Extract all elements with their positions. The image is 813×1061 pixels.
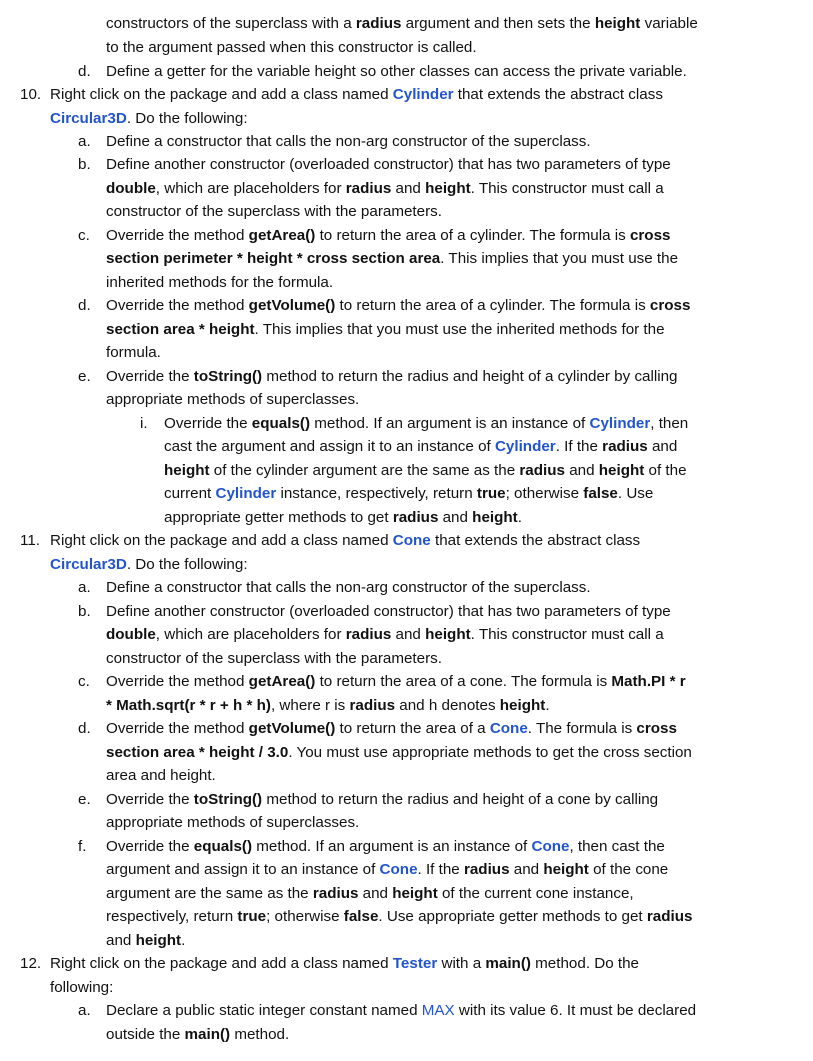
text-line: Circular3D. Do the following: (50, 556, 248, 573)
text-line: argument and assign it to an instance of Cone. If the radius and height of the cone (106, 861, 669, 878)
text-line: constructor of the superclass with the parameters. (106, 203, 442, 220)
text-line: appropriate methods of superclasses. (106, 391, 360, 408)
text-line: inherited methods for the formula. (106, 274, 334, 291)
list-marker: b. (78, 156, 91, 173)
text-line: Define a getter for the variable height so other classes can access the private variable. (106, 63, 687, 80)
list-marker: d. (78, 720, 91, 737)
text-line: appropriate getter methods to get radius and height. (164, 509, 522, 526)
list-marker: d. (78, 63, 91, 80)
text-line: following: (50, 979, 114, 996)
list-marker: a. (78, 579, 91, 596)
text-line: and height. (106, 932, 186, 949)
text-line: section area * height / 3.0. You must use appropriate methods to get the cross section (106, 744, 692, 761)
text-line: Declare a public static integer constant named MAX with its value 6. It must be declared (106, 1002, 697, 1019)
text-line: Define a constructor that calls the non-arg constructor of the superclass. (106, 579, 591, 596)
text-line: double, which are placeholders for radius and height. This constructor must call a (106, 626, 664, 643)
text-line: Override the method getVolume() to return the area of a Cone. The formula is cross (106, 720, 677, 737)
text-line: to the argument passed when this constructor is called. (106, 39, 477, 56)
text-line: Override the equals() method. If an argument is an instance of Cone, then cast the (106, 838, 665, 855)
list-marker: 11. (20, 532, 40, 549)
text-line: current Cylinder instance, respectively, return true; otherwise false. Use (164, 485, 654, 502)
list-marker: 12. (20, 955, 42, 972)
text-line: Override the toString() method to return the radius and height of a cylinder by calling (106, 368, 678, 385)
text-line: constructors of the superclass with a radius argument and then sets the height variable (106, 15, 698, 32)
list-marker: c. (78, 673, 90, 690)
list-marker: b. (78, 603, 91, 620)
text-line: Override the method getVolume() to return the area of a cylinder. The formula is cross (106, 297, 691, 314)
text-line: section area * height. This implies that you must use the inherited methods for the (106, 321, 665, 338)
text-line: appropriate methods of superclasses. (106, 814, 360, 831)
list-marker: e. (78, 368, 91, 385)
text-line: respectively, return true; otherwise false. Use appropriate getter methods to get radius (106, 908, 693, 925)
text-line: Right click on the package and add a class named Cylinder that extends the abstract class (50, 86, 663, 103)
text-line: Override the method getArea() to return the area of a cylinder. The formula is cross (106, 227, 671, 244)
text-line: section perimeter * height * cross section area. This implies that you must use the (106, 250, 679, 267)
list-marker: 10. (20, 86, 42, 103)
text-line: cast the argument and assign it to an instance of Cylinder. If the radius and (164, 438, 678, 455)
text-line: Circular3D. Do the following: (50, 110, 248, 127)
list-marker: a. (78, 1002, 91, 1019)
text-line: Define another constructor (overloaded constructor) that has two parameters of type (106, 156, 671, 173)
text-line: outside the main() method. (106, 1026, 290, 1043)
text-line: area and height. (106, 767, 216, 784)
list-marker: e. (78, 791, 91, 808)
list-marker: c. (78, 227, 90, 244)
list-marker: f. (78, 838, 87, 855)
text-line: * Math.sqrt(r * r + h * h), where r is radius and h denotes height. (106, 697, 550, 714)
text-line: Define another constructor (overloaded constructor) that has two parameters of type (106, 603, 671, 620)
text-line: Override the method getArea() to return the area of a cone. The formula is Math.PI * r (106, 673, 686, 690)
text-line: Override the toString() method to return the radius and height of a cone by calling (106, 791, 659, 808)
text-line: constructor of the superclass with the parameters. (106, 650, 442, 667)
text-line: double, which are placeholders for radius and height. This constructor must call a (106, 180, 664, 197)
list-marker: d. (78, 297, 91, 314)
text-line: argument are the same as the radius and height of the current cone instance, (106, 885, 634, 902)
text-line: Right click on the package and add a class named Cone that extends the abstract class (50, 532, 641, 549)
text-line: Define a constructor that calls the non-arg constructor of the superclass. (106, 133, 591, 150)
text-line: height of the cylinder argument are the same as the radius and height of the (164, 462, 687, 479)
text-line: Override the equals() method. If an argument is an instance of Cylinder, then (164, 415, 689, 432)
text-line: formula. (106, 344, 161, 361)
list-marker: i. (140, 415, 148, 432)
text-line: Right click on the package and add a class named Tester with a main() method. Do the (50, 955, 640, 972)
list-marker: a. (78, 133, 91, 150)
